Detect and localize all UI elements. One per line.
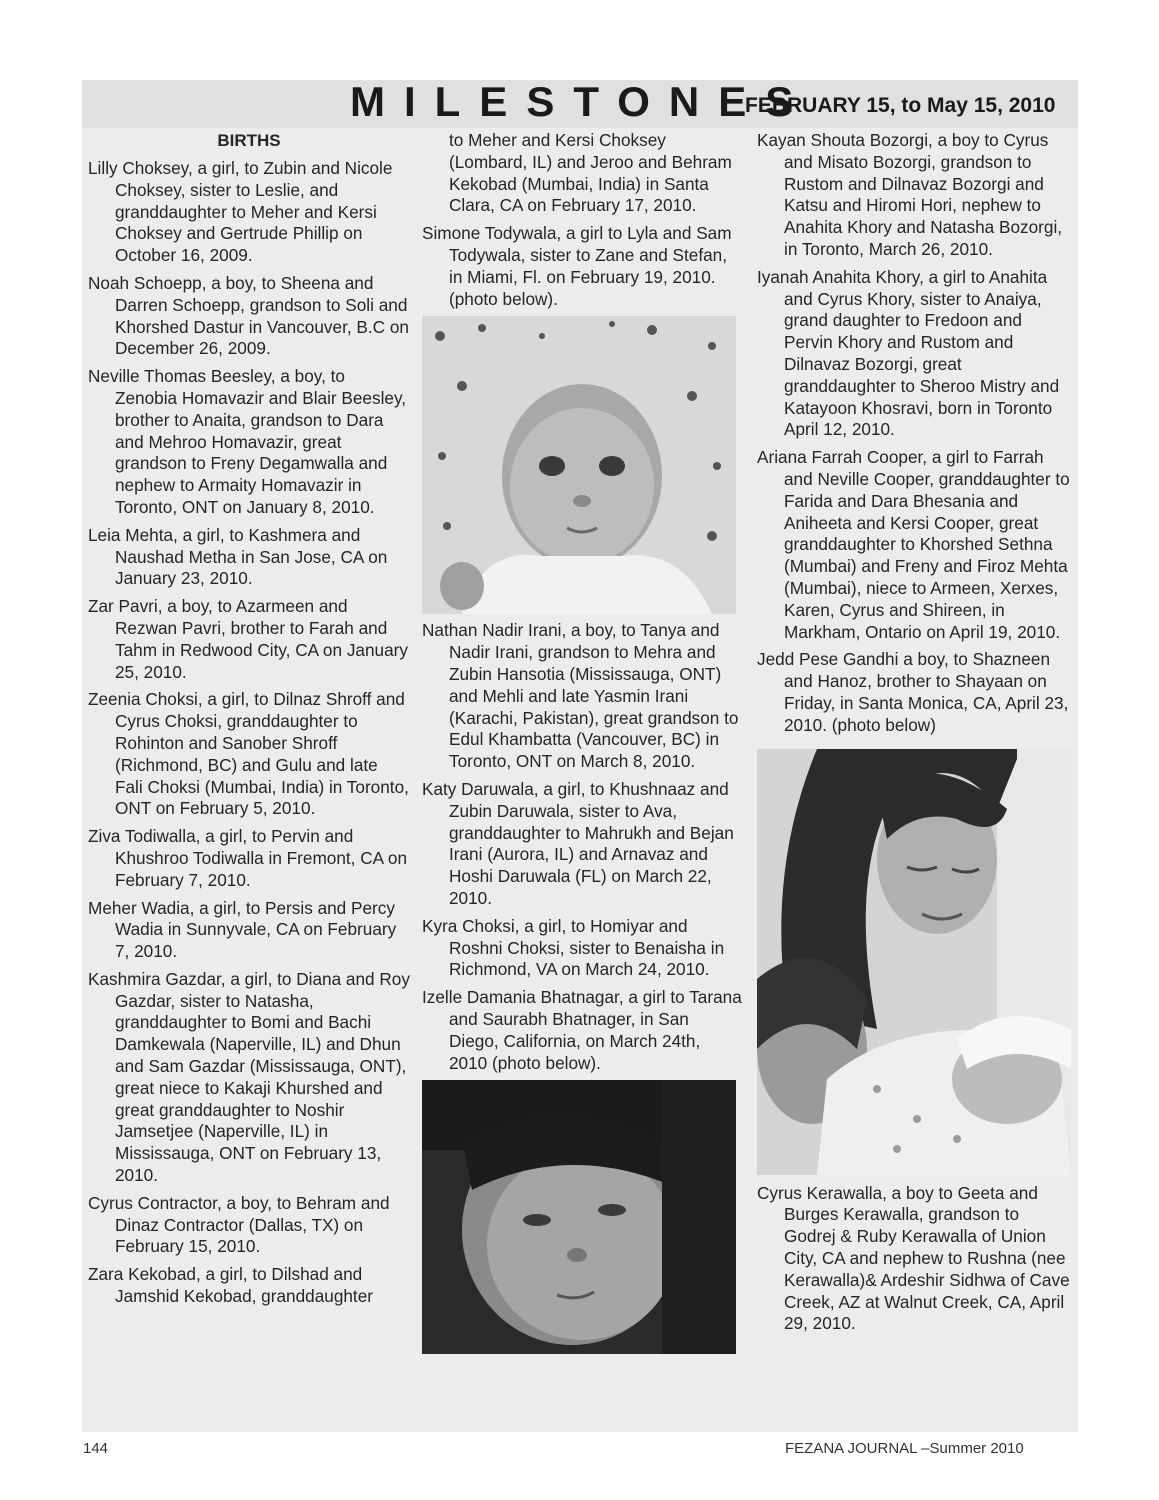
page-number: 144 xyxy=(83,1440,109,1457)
birth-entry: Simone Todywala, a girl to Lyla and Sam Todywala, sister to Zane and Stefan, in Miami, Fl. on February 19, 2010. (photo below). xyxy=(422,223,732,309)
page-title: MILESTONES xyxy=(350,78,813,125)
family-photo-jedd xyxy=(757,749,1071,1175)
birth-entry: Ziva Todiwalla, a girl, to Pervin and Khushroo Todiwalla in Fremont, CA on February 7, 2010. xyxy=(88,826,408,890)
birth-entry: Cyrus Contractor, a boy, to Behram and Dinaz Contractor (Dallas, TX) on February 15, 2010. xyxy=(88,1192,390,1257)
birth-entry: Lilly Choksey, a girl, to Zubin and Nicole Choksey, sister to Leslie, and granddaughter to Meher and Kersi Choksey and Gertrude Phillip on October 16, 2009. xyxy=(88,158,393,266)
birth-entry: Zeenia Choksi, a girl, to Dilnaz Shroff and Cyrus Choksi, granddaughter to Rohinton and Sanober Shroff (Richmond, BC) and Gulu and late Fali Choksi (Mumbai, India) in Toronto, ONT on February 5, 2010. xyxy=(88,689,409,819)
birth-entry: Zar Pavri, a boy, to Azarmeen and Rezwan Pavri, brother to Farah and Tahm in Redwood City, CA on January 25, 2010. xyxy=(88,596,408,682)
entries-list xyxy=(422,223,742,310)
column-3 xyxy=(757,130,1075,1341)
birth-entry: Meher Wadia, a girl, to Persis and Percy Wadia in Sunnyvale, CA on February 7, 2010. xyxy=(88,897,397,962)
birth-entry: Katy Daruwala, a girl, to Khushnaaz and Zubin Daruwala, sister to Ava, granddaughter to Mahrukh and Bejan Irani (Aurora, IL) and Arnavaz and Hoshi Daruwala (FL) on March 22, 2010. xyxy=(422,778,734,908)
birth-entry: Izelle Damania Bhatnagar, a girl to Tarana and Saurabh Bhatnager, in San Diego, California, on March 24th, 2010 (photo below). xyxy=(422,987,742,1073)
entries-list xyxy=(757,130,1075,737)
entries-list xyxy=(422,620,742,1074)
birth-entry: Iyanah Anahita Khory, a girl to Anahita and Cyrus Khory, sister to Anaiya, grand daughter to Fredoon and Pervin Khory and Rustom and Dilnavaz Bozorgi, great granddaughter to Sheroo Mistry and Katayoon Khosravi, born in Toronto April 12, 2010. xyxy=(757,266,1060,440)
entry-continuation: to Meher and Kersi Choksey (Lombard, IL) and Jeroo and Behram Kekobad (Mumbai, India) in Santa Clara, CA on February 17, 2010. xyxy=(449,130,732,216)
column-1 xyxy=(88,130,410,1314)
section-heading: BIRTHS xyxy=(217,131,281,150)
birth-entry: Leia Mehta, a girl, to Kashmera and Naushad Metha in San Jose, CA on January 23, 2010. xyxy=(88,524,388,589)
birth-entry: Zara Kekobad, a girl, to Dilshad and Jamshid Kekobad, granddaughter xyxy=(88,1264,373,1307)
birth-entry: Nathan Nadir Irani, a boy, to Tanya and Nadir Irani, grandson to Mehra and Zubin Hansotia (Mississauga, ONT) and Mehli and late Yasmin Irani (Karachi, Pakistan), great grandson to Edul Khambatta (Vancouver, BC) in Toronto, ONT on March 8, 2010. xyxy=(422,620,739,772)
entries-list xyxy=(88,158,410,1308)
column-2 xyxy=(422,130,742,1360)
baby-photo-simone xyxy=(422,316,736,614)
birth-entry: Kyra Choksi, a girl, to Homiyar and Roshni Choksi, sister to Benaisha in Richmond, VA on March 24, 2010. xyxy=(422,915,725,980)
journal-footer: FEZANA JOURNAL –Summer 2010 xyxy=(785,1440,1024,1457)
birth-entry: Jedd Pese Gandhi a boy, to Shazneen and Hanoz, brother to Shayaan on Friday, in Santa Monica, CA, April 23, 2010. (photo below) xyxy=(757,649,1069,735)
birth-entry: Neville Thomas Beesley, a boy, to Zenobia Homavazir and Blair Beesley, brother to Anaita, grandson to Dara and Mehroo Homavazir, great grandson to Freny Degamwalla and nephew to Armaity Homavazir in Toronto, ONT on January 8, 2010. xyxy=(88,366,407,517)
date-range: FEBRUARY 15, to May 15, 2010 xyxy=(745,94,1056,117)
baby-photo-izelle xyxy=(422,1080,736,1354)
birth-entry: Noah Schoepp, a boy, to Sheena and Darren Schoepp, grandson to Soli and Khorshed Dastur in Vancouver, B.C on December 26, 2009. xyxy=(88,272,409,359)
birth-entry: Kayan Shouta Bozorgi, a boy to Cyrus and Misato Bozorgi, grandson to Rustom and Dilnavaz Bozorgi and Katsu and Hiromi Hori, nephew to Anahita Khory and Natasha Bozorgi, in Toronto, March 26, 2010. xyxy=(757,130,1063,259)
entries-list xyxy=(757,1183,1075,1336)
birth-entry: Kashmira Gazdar, a girl, to Diana and Roy Gazdar, sister to Natasha, granddaughter to Bomi and Bachi Damkewala (Naperville, IL) and Dhun and Sam Gazdar (Mississauga, ONT), great niece to Kakaji Khurshed and great granddaughter to Noshir Jamsetjee (Naperville, IL) in Mississauga, ONT on February 13, 2010. xyxy=(88,968,410,1186)
birth-entry: Cyrus Kerawalla, a boy to Geeta and Burges Kerawalla, grandson to Godrej & Ruby Kerawalla of Union City, CA and nephew to Rushna (nee Kerawalla)& Ardeshir Sidhwa of Cave Creek, AZ at Walnut Creek, CA, April 29, 2010. xyxy=(757,1182,1070,1334)
birth-entry: Ariana Farrah Cooper, a girl to Farrah and Neville Cooper, granddaughter to Farida and Dara Bhesania and Aniheeta and Kersi Cooper, great granddaughter to Khorshed Sethna (Mumbai) and Freny and Firoz Mehta (Mumbai), niece to Armeen, Xerxes, Karen, Cyrus and Shireen, in Markham, Ontario on April 19, 2010. xyxy=(757,447,1070,642)
